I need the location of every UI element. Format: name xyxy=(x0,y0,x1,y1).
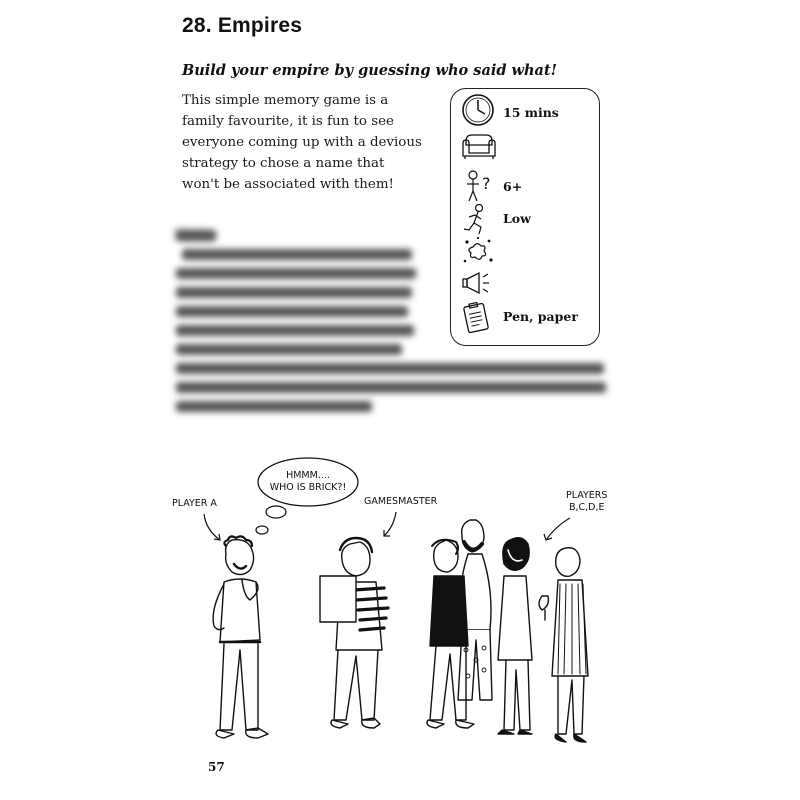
info-row-setting xyxy=(461,131,597,167)
game-info-box xyxy=(450,88,600,346)
player-a-label: PLAYER A xyxy=(172,498,217,509)
megaphone-icon xyxy=(461,269,495,299)
splash-icon xyxy=(461,235,495,267)
page-title: 28. Empires xyxy=(182,14,303,37)
players-label-line-1: PLAYERS xyxy=(566,490,608,501)
sofa-icon xyxy=(461,131,495,161)
info-row-equipment xyxy=(461,301,597,337)
info-row-noise xyxy=(461,269,597,305)
running-icon xyxy=(461,203,495,237)
intro-paragraph: This simple memory game is a family favourite, it is fun to see everyone coming up with a devious strategy to chose a name that won't be associated with them! xyxy=(182,93,422,192)
info-row-duration xyxy=(461,93,597,129)
child-question-icon xyxy=(461,169,495,203)
equipment-value: Pen, paper xyxy=(503,309,578,324)
clipboard-icon xyxy=(461,301,495,335)
age-value: 6+ xyxy=(503,179,523,194)
svg-text:?: ? xyxy=(482,174,491,193)
players-group-figure xyxy=(427,520,588,742)
info-row-energy xyxy=(461,203,597,239)
thought-line-1: HMMM.... xyxy=(286,470,330,481)
player-a-figure xyxy=(213,536,268,738)
players-label xyxy=(566,490,607,514)
clock-icon xyxy=(461,93,495,127)
info-row-mess xyxy=(461,235,597,271)
players-label-line-2: B,C,D,E xyxy=(568,502,605,513)
page-subtitle: Build your empire by guessing who said what! xyxy=(182,62,558,79)
info-row-age xyxy=(461,169,597,205)
thought-line-2: WHO IS BRICK?! xyxy=(269,482,347,493)
people-illustration xyxy=(180,520,600,760)
thought-text xyxy=(262,470,354,494)
page-number: 57 xyxy=(208,760,225,774)
energy-value: Low xyxy=(503,211,531,226)
gamesmaster-label: GAMESMASTER xyxy=(364,496,438,507)
duration-value: 15 mins xyxy=(503,105,559,120)
gamesmaster-figure xyxy=(320,538,388,728)
